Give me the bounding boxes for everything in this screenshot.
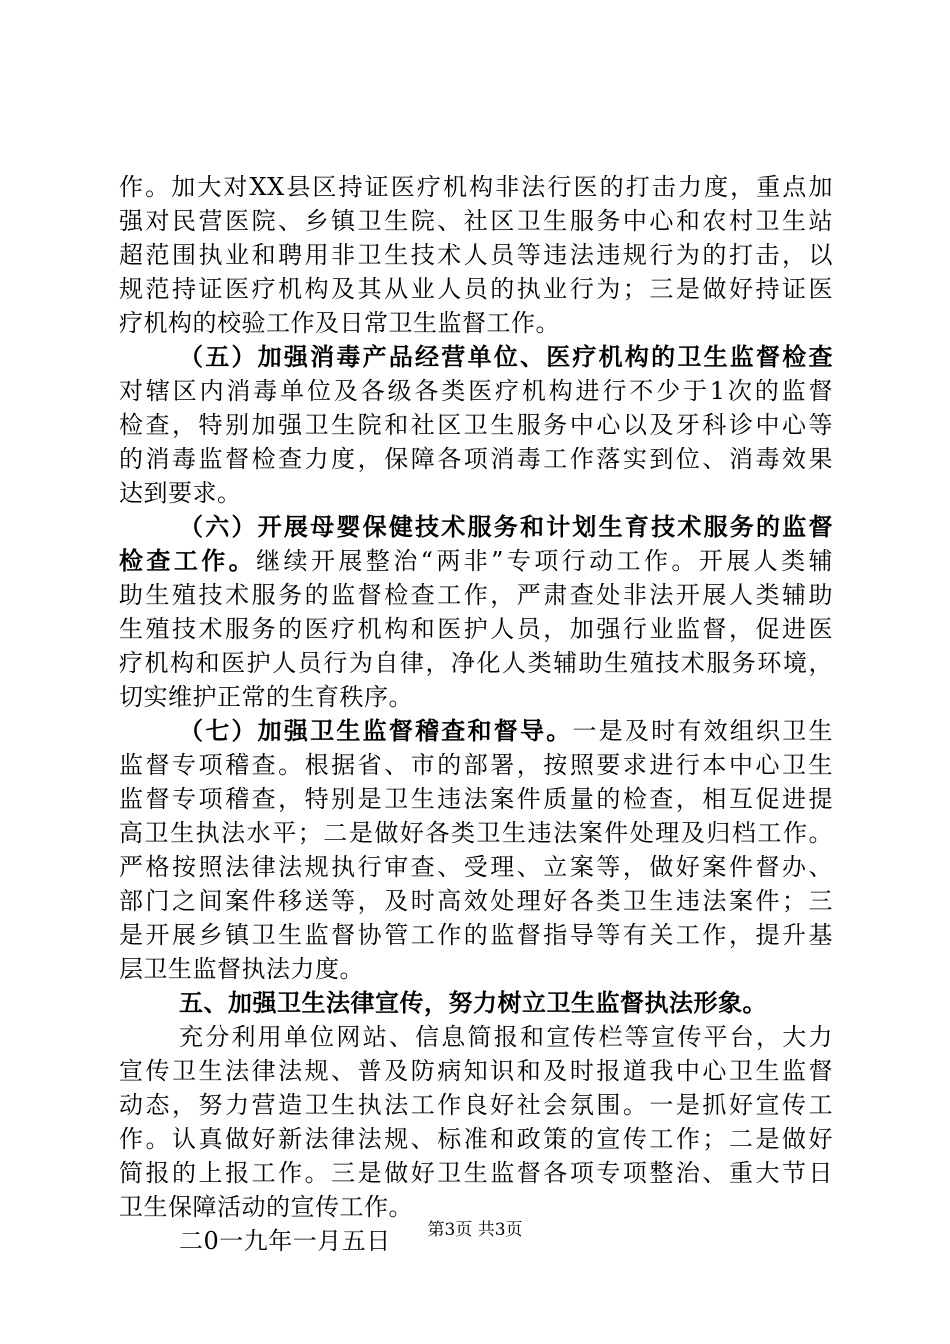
text-line <box>119 918 833 952</box>
body-text: 切实维护正常的生育秩序。 <box>119 683 413 711</box>
text-line <box>119 578 833 612</box>
text-line <box>119 714 833 748</box>
document-body <box>119 170 833 1258</box>
body-text: 疗机构和医护人员行为自律，净化人类辅助生殖技术服务环境， <box>119 649 833 677</box>
text-line <box>119 1122 833 1156</box>
body-text: 卫生保障活动的宣传工作。 <box>119 1193 413 1221</box>
text-line <box>119 170 833 204</box>
body-text: 动态，努力营造卫生执法工作良好社会氛围。一是抓好宣传工 <box>119 1091 833 1119</box>
body-text: 助生殖技术服务的监督检查工作，严肃查处非法开展人类辅助 <box>119 581 833 609</box>
page-footer: 第3页 共3页 <box>427 1220 523 1240</box>
text-line <box>119 782 833 816</box>
body-text: 高卫生执法水平；二是做好各类卫生违法案件处理及归档工作。 <box>119 819 833 847</box>
body-text: 作。认真做好新法律法规、标准和政策的宣传工作；二是做好 <box>119 1125 833 1153</box>
body-text: 生殖技术服务的医疗机构和医护人员，加强行业监督，促进医 <box>119 615 833 643</box>
text-line <box>119 1156 833 1190</box>
text-line <box>119 748 833 782</box>
text-line <box>119 850 833 884</box>
body-text: 是开展乡镇卫生监督协管工作的监督指导等有关工作，提升基 <box>119 921 833 949</box>
text-line <box>119 646 833 680</box>
heading-text: （六）开展母婴保健技术服务和计划生育技术服务的监督 <box>179 512 833 541</box>
text-line <box>119 374 833 408</box>
text-line <box>119 1054 833 1088</box>
text-line <box>119 952 833 986</box>
text-line <box>119 238 833 272</box>
text-line <box>119 680 833 714</box>
heading-text: 检查工作。 <box>119 546 257 575</box>
body-text: 作。加大对XX县区持证医疗机构非法行医的打击力度，重点加 <box>119 173 833 201</box>
text-line <box>119 510 833 544</box>
text-line <box>119 408 833 442</box>
body-text: 层卫生监督执法力度。 <box>119 955 364 983</box>
text-line <box>119 204 833 238</box>
text-line <box>119 544 833 578</box>
text-line <box>119 340 833 374</box>
body-text: 宣传卫生法律法规、普及防病知识和及时报道我中心卫生监督 <box>119 1057 833 1085</box>
text-line <box>119 612 833 646</box>
body-text: 一是及时有效组织卫生 <box>572 717 833 745</box>
body-text: 超范围执业和聘用非卫生技术人员等违法违规行为的打击，以 <box>119 241 833 269</box>
heading-text: 五、加强卫生法律宣传，努力树立卫生监督执法形象。 <box>179 988 767 1017</box>
body-text: 检查，特别加强卫生院和社区卫生服务中心以及牙科诊中心等 <box>119 411 833 439</box>
body-text: 监督专项稽查。根据省、市的部署，按照要求进行本中心卫生 <box>119 751 833 779</box>
body-text: 二0一九年一月五日 <box>179 1227 391 1255</box>
text-line <box>119 1088 833 1122</box>
body-text: 继续开展整治“两非”专项行动工作。开展人类辅 <box>256 547 833 575</box>
body-text: 对辖区内消毒单位及各级各类医疗机构进行不少于1次的监督 <box>119 377 833 405</box>
body-text: 规范持证医疗机构及其从业人员的执业行为；三是做好持证医 <box>119 275 833 303</box>
text-line <box>119 476 833 510</box>
text-line <box>119 986 833 1020</box>
body-text: 监督专项稽查，特别是卫生违法案件质量的检查，相互促进提 <box>119 785 833 813</box>
body-text: 疗机构的校验工作及日常卫生监督工作。 <box>119 309 560 337</box>
body-text: 达到要求。 <box>119 479 242 507</box>
heading-text: （五）加强消毒产品经营单位、医疗机构的卫生监督检查 <box>179 342 833 371</box>
text-line <box>119 884 833 918</box>
text-line <box>119 306 833 340</box>
body-text: 充分利用单位网站、信息简报和宣传栏等宣传平台，大力 <box>179 1023 833 1051</box>
text-line <box>119 272 833 306</box>
body-text: 简报的上报工作。三是做好卫生监督各项专项整治、重大节日 <box>119 1159 833 1187</box>
body-text: 部门之间案件移送等，及时高效处理好各类卫生违法案件；三 <box>119 887 833 915</box>
text-line <box>119 442 833 476</box>
text-line <box>119 1020 833 1054</box>
heading-text: （七）加强卫生监督稽查和督导。 <box>179 716 573 745</box>
text-line <box>119 816 833 850</box>
body-text: 严格按照法律法规执行审查、受理、立案等，做好案件督办、 <box>119 853 833 881</box>
body-text: 强对民营医院、乡镇卫生院、社区卫生服务中心和农村卫生站 <box>119 207 833 235</box>
body-text: 的消毒监督检查力度，保障各项消毒工作落实到位、消毒效果 <box>119 445 833 473</box>
